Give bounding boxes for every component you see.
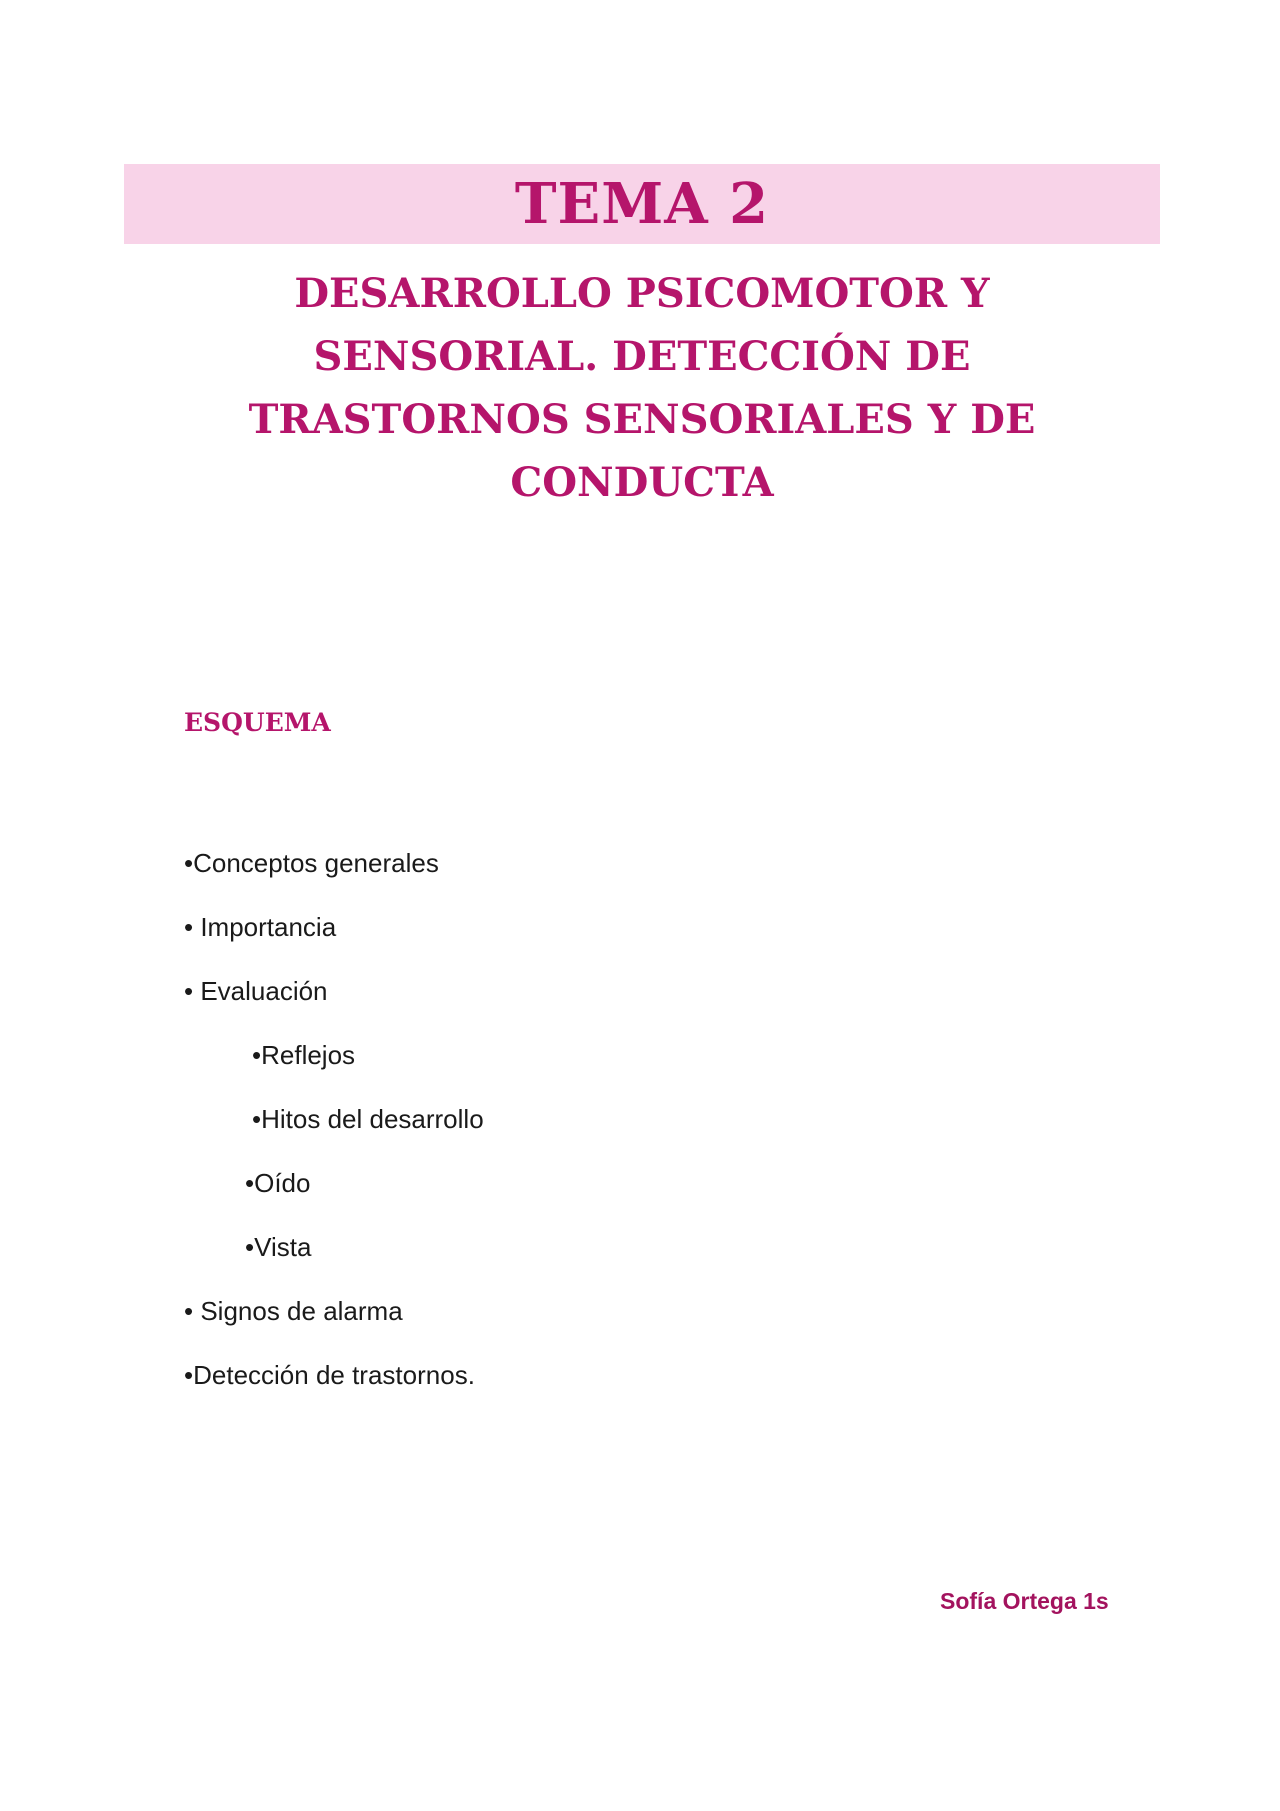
outline-item-importancia: • Importancia xyxy=(184,912,337,942)
subtitle-line: TRASTORNOS SENSORIALES Y DE xyxy=(248,396,1036,443)
outline-subitem-hitos: •Hitos del desarrollo xyxy=(252,1104,484,1134)
subtitle-line: CONDUCTA xyxy=(510,459,774,506)
outline-subitem-reflejos: •Reflejos xyxy=(252,1040,356,1070)
outline-item-deteccion: •Detección de trastornos. xyxy=(184,1360,475,1390)
outline-item-conceptos: •Conceptos generales xyxy=(184,848,439,878)
subtitle-line: DESARROLLO PSICOMOTOR Y xyxy=(294,270,990,317)
outline-item-evaluacion: • Evaluación xyxy=(184,976,328,1006)
subtitle-line: SENSORIAL. DETECCIÓN DE xyxy=(313,333,971,380)
document-subtitle xyxy=(120,262,1164,514)
tema-title: TEMA 2 xyxy=(514,171,770,237)
outline-subitem-vista: •Vista xyxy=(245,1232,312,1262)
outline-item-signos: • Signos de alarma xyxy=(184,1296,403,1326)
author-signature: Sofía Ortega 1s xyxy=(940,1588,1109,1614)
section-heading-esquema: ESQUEMA xyxy=(184,708,331,737)
outline-subitem-oido: •Oído xyxy=(245,1168,311,1198)
